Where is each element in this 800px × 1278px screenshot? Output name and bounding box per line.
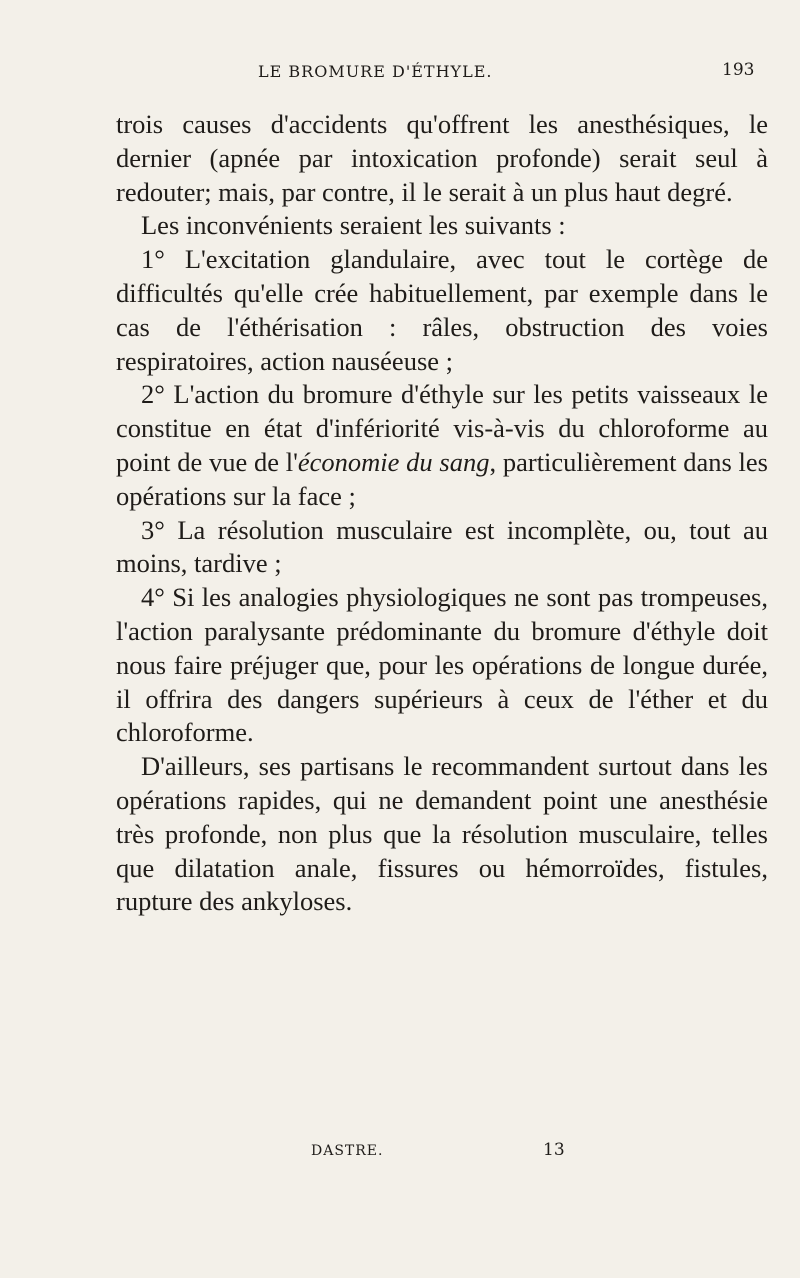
running-title: LE BROMURE D'ÉTHYLE. bbox=[258, 62, 493, 81]
printer-signature: DASTRE. bbox=[311, 1143, 384, 1159]
page-number: 193 bbox=[722, 60, 755, 80]
list-item-1: 1° L'excitation glandulaire, avec tout le cortège de difficultés qu'elle crée habituellement, par exemple dans le cas de l'éthérisation : râles, obstruction des voies respiratoires, action nauséeuse ; bbox=[116, 244, 768, 376]
paragraph-list-intro: Les inconvénients seraient les suivants : bbox=[141, 210, 566, 241]
italic-term: économie du sang bbox=[297, 446, 490, 477]
body-text bbox=[116, 108, 768, 919]
list-item-3: 3° La résolution musculaire est incomplète, ou, tout au moins, tardive ; bbox=[116, 514, 768, 579]
list-item-2-text-end: , particulièrement dans les opérations sur la face ; bbox=[116, 446, 768, 511]
list-item-2-text-start: 2° L'action du bromure d'éthyle sur les petits vaisseaux le constitue en état d'infériorité vis-à-vis du chloroforme au point de vue de l' bbox=[116, 379, 768, 477]
list-item-2 bbox=[116, 378, 768, 513]
sheet-number: 13 bbox=[543, 1140, 565, 1160]
paragraph-conclusion: D'ailleurs, ses partisans le recommandent surtout dans les opérations rapides, qui ne demandent point une anesthésie très profonde, non plus que la résolution musculaire, telles que dilatation anale, fissures ou hémorroïdes, fistules, rupture des ankyloses. bbox=[116, 751, 768, 917]
list-item-4: 4° Si les analogies physiologiques ne sont pas trompeuses, l'action paralysante prédominante du bromure d'éthyle doit nous faire préjuger que, pour les opérations de longue durée, il offrira des dangers supérieurs à ceux de l'éther et du chloroforme. bbox=[116, 582, 768, 748]
paragraph-continuation: trois causes d'accidents qu'offrent les anesthésiques, le dernier (apnée par intoxication profonde) serait seul à redouter; mais, par contre, il le serait à un plus haut degré. bbox=[116, 109, 768, 207]
